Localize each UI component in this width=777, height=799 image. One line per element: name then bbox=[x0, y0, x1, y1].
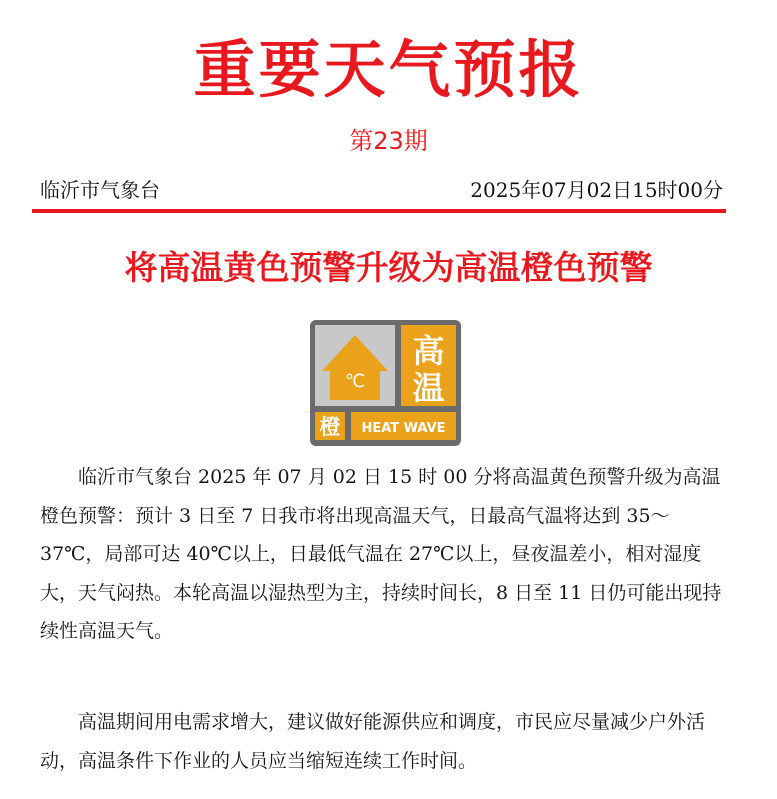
hazard-english-label: HEAT WAVE bbox=[361, 421, 446, 436]
hazard-char-wen: 温 bbox=[412, 369, 445, 407]
body-paragraph-1: 临沂市气象台 2025 年 07 月 02 日 15 时 00 分将高温黄色预警升级为高温橙色预警：预计 3 日至 7 日我市将出现高温天气，日最高气温将达到 35～37℃，局部可达 40℃以上，日最低气温在 27℃以上，昼夜温差小，相对湿度大，天气闷热。本轮高温以湿热型为主，持续时间长，8 日至 11 日仍可能出现持续性高温天气。 bbox=[40, 466, 722, 642]
heat-wave-warning-icon bbox=[309, 319, 462, 447]
issue-number: 第23期 bbox=[349, 127, 428, 155]
temperature-symbol: ℃ bbox=[344, 371, 366, 392]
issuer-name: 临沂市气象台 bbox=[40, 178, 160, 202]
hazard-char-gao: 高 bbox=[412, 332, 445, 370]
body-paragraph-2: 高温期间用电需求增大，建议做好能源供应和调度，市民应尽量减少户外活动，高温条件下作业的人员应当缩短连续工作时间。 bbox=[40, 711, 706, 772]
header-divider bbox=[32, 209, 726, 213]
report-title: 重要天气预报 bbox=[193, 33, 584, 106]
meta-row bbox=[40, 174, 723, 206]
issue-datetime: 2025年07月02日15时00分 bbox=[470, 178, 723, 202]
level-char: 橙 bbox=[319, 415, 341, 439]
warning-headline: 将高温黄色预警升级为高温橙色预警 bbox=[124, 248, 653, 287]
